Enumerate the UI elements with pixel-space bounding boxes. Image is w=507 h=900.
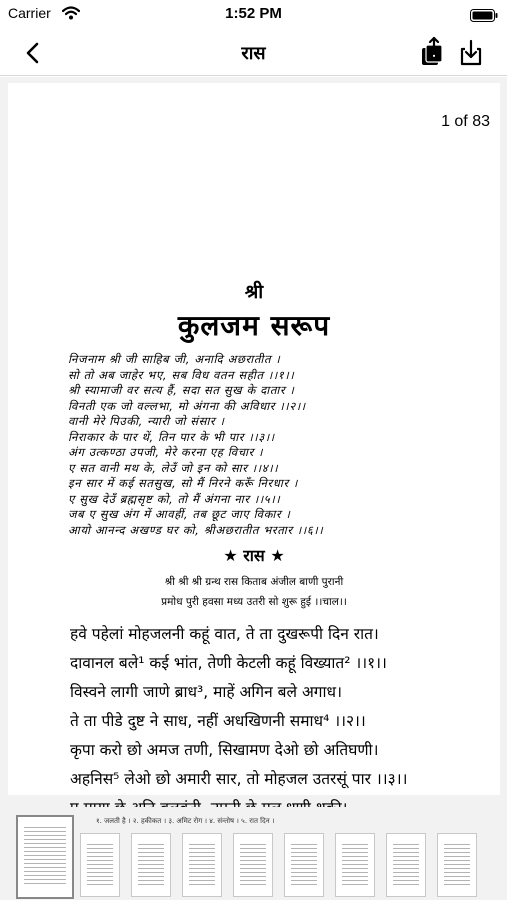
- thumbnail-page[interactable]: [335, 833, 375, 897]
- page-counter: 1 of 83: [441, 113, 490, 130]
- verse-line: निराकार के पार थें, तिन पार के भी पार ।।३।।: [68, 429, 275, 444]
- pdf-page[interactable]: [8, 83, 500, 795]
- verse-line: दावानल बले¹ कई भांत, तेणी केटली कहूं विख्यात² ।।१।।: [70, 654, 387, 672]
- pdf-viewer[interactable]: [0, 77, 507, 900]
- verse-line: ते ता पीडे दुष्ट ने साध, नहीं अधखिणनी समाध⁴ ।।२।।: [70, 712, 366, 730]
- footnote-text: १. जलती है । २. हकीकत । ३. अमिट रोग । ४. संन्तोष । ५. रात दिन ।: [96, 817, 275, 825]
- sub-heading-line: प्रमोध पुरी हवसा मध्य उतरी सो शुरू हुई ।।चाल।।: [161, 596, 347, 608]
- sub-heading-line: श्री श्री श्री ग्रन्थ रास किताब अंजील बाणी पुरानी: [164, 576, 344, 588]
- verse-line: श्री स्यामाजी वर सत्य हैं, सदा सत सुख के दातार ।: [68, 383, 295, 397]
- verse-line: विनती एक जो वल्लभा, मो अंगना की अविधार ।।२।।: [68, 398, 306, 413]
- page-title: रास: [241, 43, 266, 64]
- verse-line: विस्वने लागी जाणे ब्राध³, माहें अगिन बले अगाध।: [70, 683, 342, 701]
- verse-line: सो तो अब जाहेर भए, सब विध वतन सहीत ।।१।।: [68, 367, 295, 382]
- verse-line: हवे पहेलां मोहजलनी कहूं वात, ते ता दुखरूपी दिन रात।: [70, 625, 379, 643]
- verse-line: इन सार में कई सतसुख, सो मैं निरने करूँ निरधार ।: [68, 476, 298, 490]
- thumbnail-page[interactable]: [182, 833, 222, 897]
- thumbnail-page[interactable]: [131, 833, 171, 897]
- verse-line: अंग उत्कण्ठा उपजी, मेरे करना एह विचार ।: [68, 445, 264, 459]
- verse-line: जब ए सुख अंग में आवहीं, तब छूट जाए विकार ।: [68, 507, 291, 521]
- document-title: कुलजम सरूप: [177, 309, 331, 342]
- verse-line: अहनिस⁵ लेओ छो अमारी सार, तो मोहजल उतरसूं पार ।।३।।: [70, 770, 408, 788]
- thumbnail-page[interactable]: [437, 833, 477, 897]
- verse-line: वानी मेरे पिउकी, न्यारी जो संसार ।: [68, 414, 225, 428]
- verse-line: ए सुख देउँ ब्रह्मसृष्ट को, तो मैं अंगना नार ।।५।।: [68, 491, 281, 506]
- verse-line: निजनाम श्री जी साहिब जी, अनादि अछरातीत ।: [68, 352, 281, 366]
- navigation-bar: [0, 30, 507, 76]
- download-button[interactable]: [456, 38, 486, 68]
- status-bar: [0, 0, 507, 28]
- battery-icon: [470, 7, 498, 26]
- thumbnail-page[interactable]: [284, 833, 324, 897]
- verse-line: आयो आनन्द अखण्ड घर को, श्रीअछरातीत भरतार ।।६।।: [68, 522, 324, 537]
- ras-heading: ★ रास ★: [223, 546, 285, 565]
- thumbnail-strip[interactable]: [0, 807, 507, 900]
- status-time: 1:52 PM: [225, 5, 282, 22]
- thumbnail-page-current[interactable]: [16, 815, 74, 899]
- share-button[interactable]: [418, 36, 446, 68]
- thumbnail-page[interactable]: [233, 833, 273, 897]
- thumbnail-page[interactable]: [386, 833, 426, 897]
- invocation-verses: [68, 352, 440, 538]
- verse-line: कृपा करो छो अमज तणी, सिखामण देओ छो अतिघणी।: [70, 741, 379, 759]
- share-icon: [418, 36, 446, 68]
- thumbnail-page[interactable]: [80, 833, 120, 897]
- carrier-label: Carrier: [8, 5, 51, 21]
- download-icon: [456, 38, 486, 68]
- page-content: [8, 278, 500, 852]
- shri-heading: श्री: [244, 281, 264, 303]
- verse-line: ए सत वानी मथ के, लेउँ जो इन को सार ।।४।।: [68, 460, 279, 475]
